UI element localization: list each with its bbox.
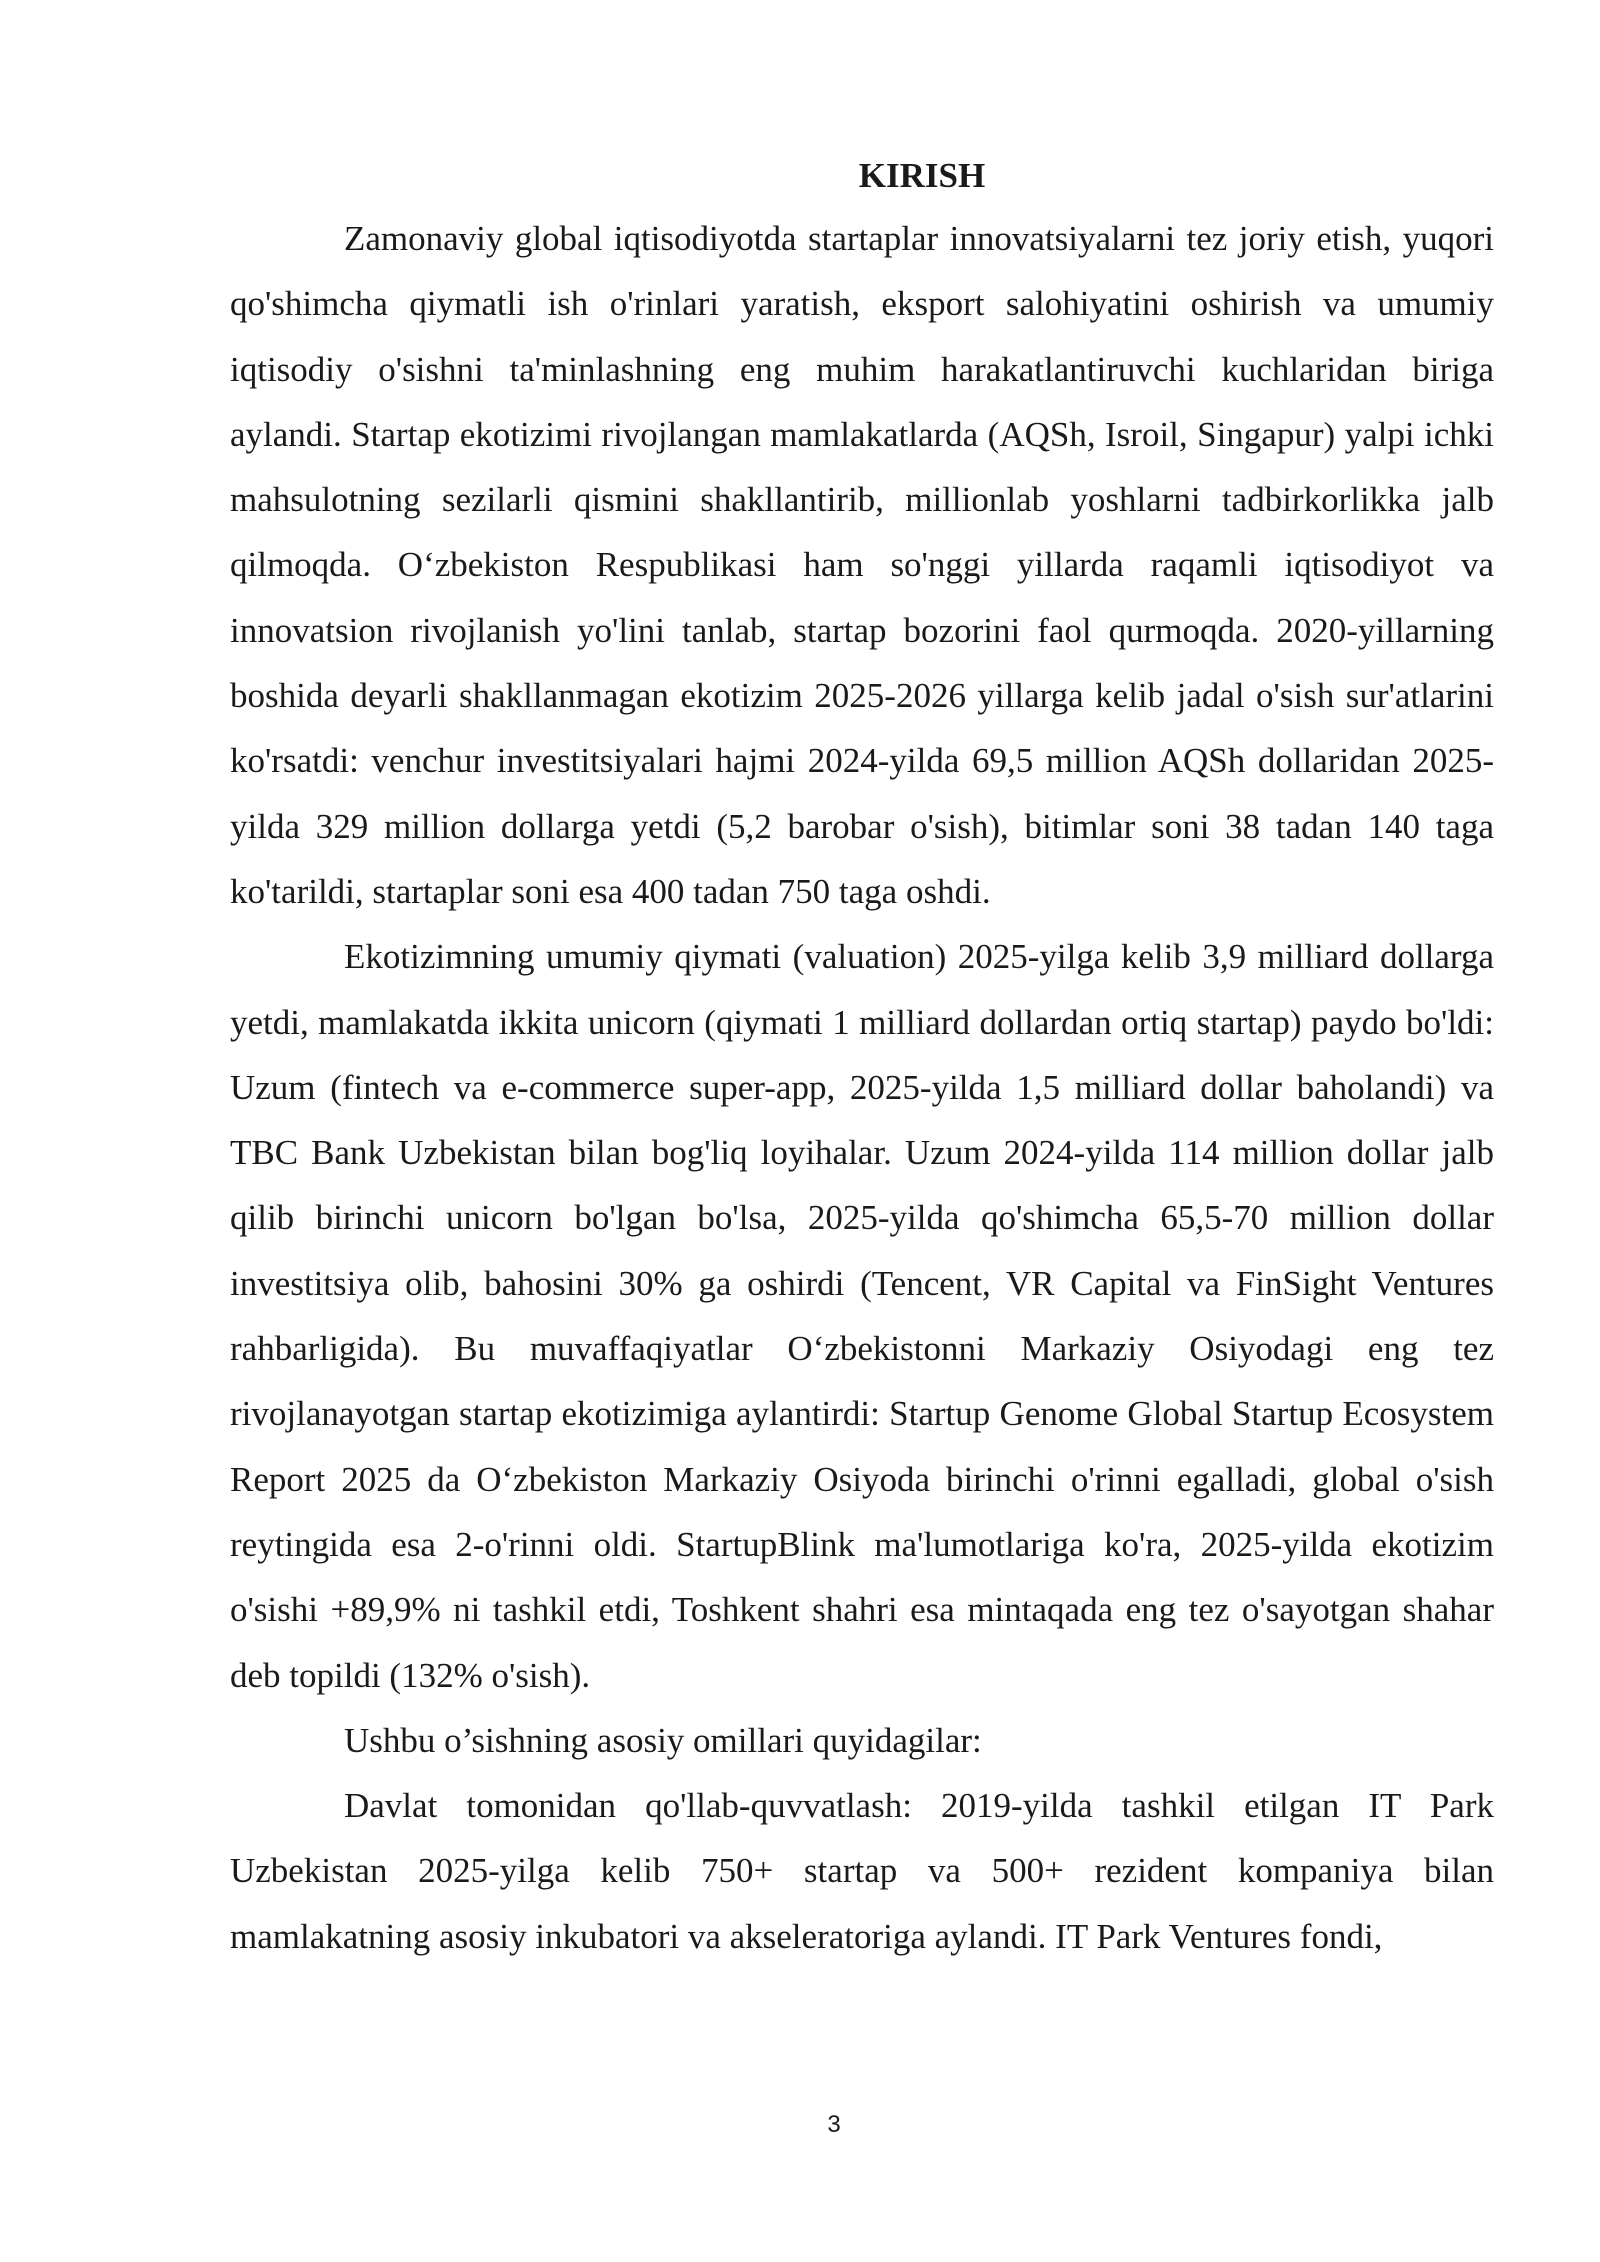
- paragraph-3: Ushbu o’sishning asosiy omillari quyidagilar:: [344, 1720, 982, 1760]
- paragraph-2: Ekotizimning umumiy qiymati (valuation) 2025-yilga kelib 3,9 milliard dollarga yetdi, mamlakatda ikkita unicorn (qiymati 1 milliard dollardan ortiq startap) paydo bo'ldi: Uzum (fintech va e-commerce super-app, 2025-yilda 1,5 milliard dollar baholandi) va TBC Bank Uzbekistan bilan bog'liq loyihalar. Uzum 2024-yilda 114 million dollar jalb qilib birinchi unicorn bo'lgan bo'lsa, 2025-yilda qo'shimcha 65,5-70 million dollar investitsiya olib, bahosini 30% ga oshirdi (Tencent, VR Capital va FinSight Ventures rahbarligida). Bu muvaffaqiyatlar O‘zbekistonni Markaziy Osiyodagi eng tez rivojlanayotgan startap ekotizimiga aylantirdi: Startup Genome Global Startup Ecosystem Report 2025 da O‘zbekiston Markaziy Osiyoda birinchi o'rinni egalladi, global o'sish reytingida esa 2-o'rinni oldi. StartupBlink ma'lumotlariga ko'ra, 2025-yilda ekotizim o'sishi +89,9% ni tashkil etdi, Toshkent shahri esa mintaqada eng tez o'sayotgan shahar deb topildi (132% o'sish).: [230, 937, 1494, 1695]
- paragraph-1: Zamonaviy global iqtisodiyotda startaplar innovatsiyalarni tez joriy etish, yuqori qo'shimcha qiymatli ish o'rinlari yaratish, eksport salohiyatini oshirish va umumiy iqtisodiy o'sishni ta'minlashning eng muhim harakatlantiruvchi kuchlaridan biriga aylandi. Startap ekotizimi rivojlangan mamlakatlarda (AQSh, Isroil, Singapur) yalpi ichki mahsulotning sezilarli qismini shakllantirib, millionlab yoshlarni tadbirkorlikka jalb qilmoqda. O‘zbekiston Respublikasi ham so'nggi yillarda raqamli iqtisodiyot va innovatsion rivojlanish yo'lini tanlab, startap bozorini faol qurmoqda. 2020-yillarning boshida deyarli shakllanmagan ekotizim 2025-2026 yillarga kelib jadal o'sish sur'atlarini ko'rsatdi: venchur investitsiyalari hajmi 2024-yilda 69,5 million AQSh dollaridan 2025-yilda 329 million dollarga yetdi (5,2 barobar o'sish), bitimlar soni 38 tadan 140 taga ko'tarildi, startaplar soni esa 400 tadan 750 taga oshdi.: [230, 219, 1494, 911]
- page-body: [230, 146, 1494, 1969]
- paragraph-4: Davlat tomonidan qo'llab-quvvatlash: 2019-yilda tashkil etilgan IT Park Uzbekistan 2025-yilga kelib 750+ startap va 500+ rezident kompaniya bilan mamlakatning asosiy inkubatori va akseleratoriga aylandi. IT Park Ventures fondi,: [230, 1786, 1494, 1956]
- section-heading: KIRISH: [858, 156, 986, 195]
- page-number: 3: [827, 2111, 841, 2138]
